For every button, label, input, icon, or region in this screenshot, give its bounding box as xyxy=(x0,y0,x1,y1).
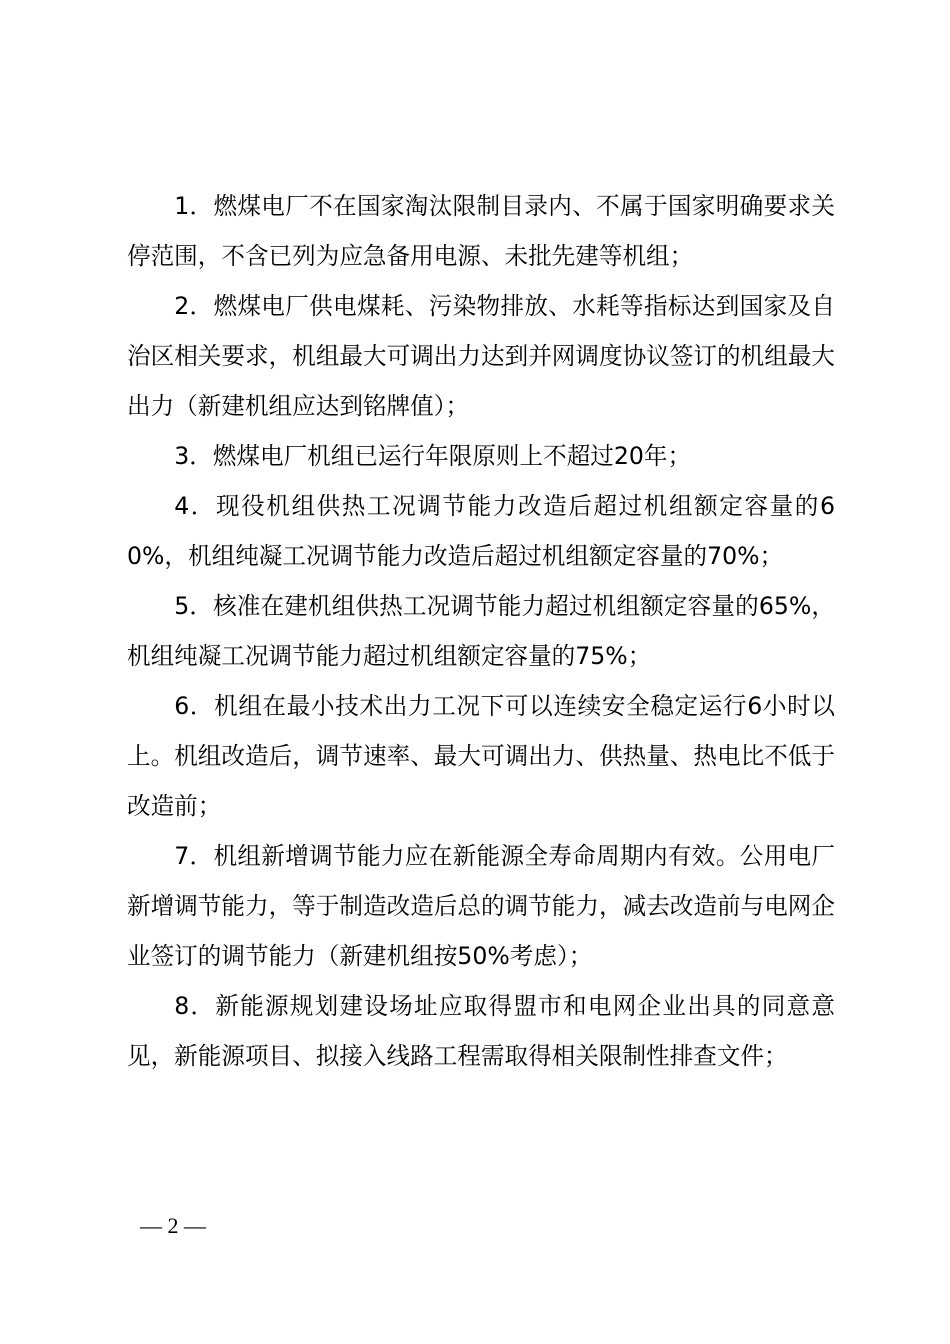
document-body xyxy=(127,181,835,1081)
paragraph-8: 8．新能源规划建设场址应取得盟市和电网企业出具的同意意见，新能源项目、拟接入线路工程需取得相关限制性排查文件； xyxy=(127,992,835,1070)
paragraph-7: 7．机组新增调节能力应在新能源全寿命周期内有效。公用电厂新增调节能力，等于制造改造后总的调节能力，减去改造前与电网企业签订的调节能力（新建机组按50%考虑）； xyxy=(127,842,835,970)
paragraph-6: 6．机组在最小技术出力工况下可以连续安全稳定运行6小时以上。机组改造后，调节速率、最大可调出力、供热量、热电比不低于改造前； xyxy=(127,692,835,820)
paragraph-5: 5．核准在建机组供热工况调节能力超过机组额定容量的65%，机组纯凝工况调节能力超过机组额定容量的75%； xyxy=(127,592,835,670)
page-number: — 2 — xyxy=(140,1213,206,1238)
paragraph-3: 3．燃煤电厂机组已运行年限原则上不超过20年； xyxy=(174,442,692,470)
paragraph-4: 4．现役机组供热工况调节能力改造后超过机组额定容量的60%，机组纯凝工况调节能力改造后超过机组额定容量的70%； xyxy=(127,492,835,570)
paragraph-2: 2．燃煤电厂供电煤耗、污染物排放、水耗等指标达到国家及自治区相关要求，机组最大可调出力达到并网调度协议签订的机组最大出力（新建机组应达到铭牌值）； xyxy=(127,292,835,420)
paragraph-1: 1．燃煤电厂不在国家淘汰限制目录内、不属于国家明确要求关停范围，不含已列为应急备用电源、未批先建等机组； xyxy=(127,192,835,270)
